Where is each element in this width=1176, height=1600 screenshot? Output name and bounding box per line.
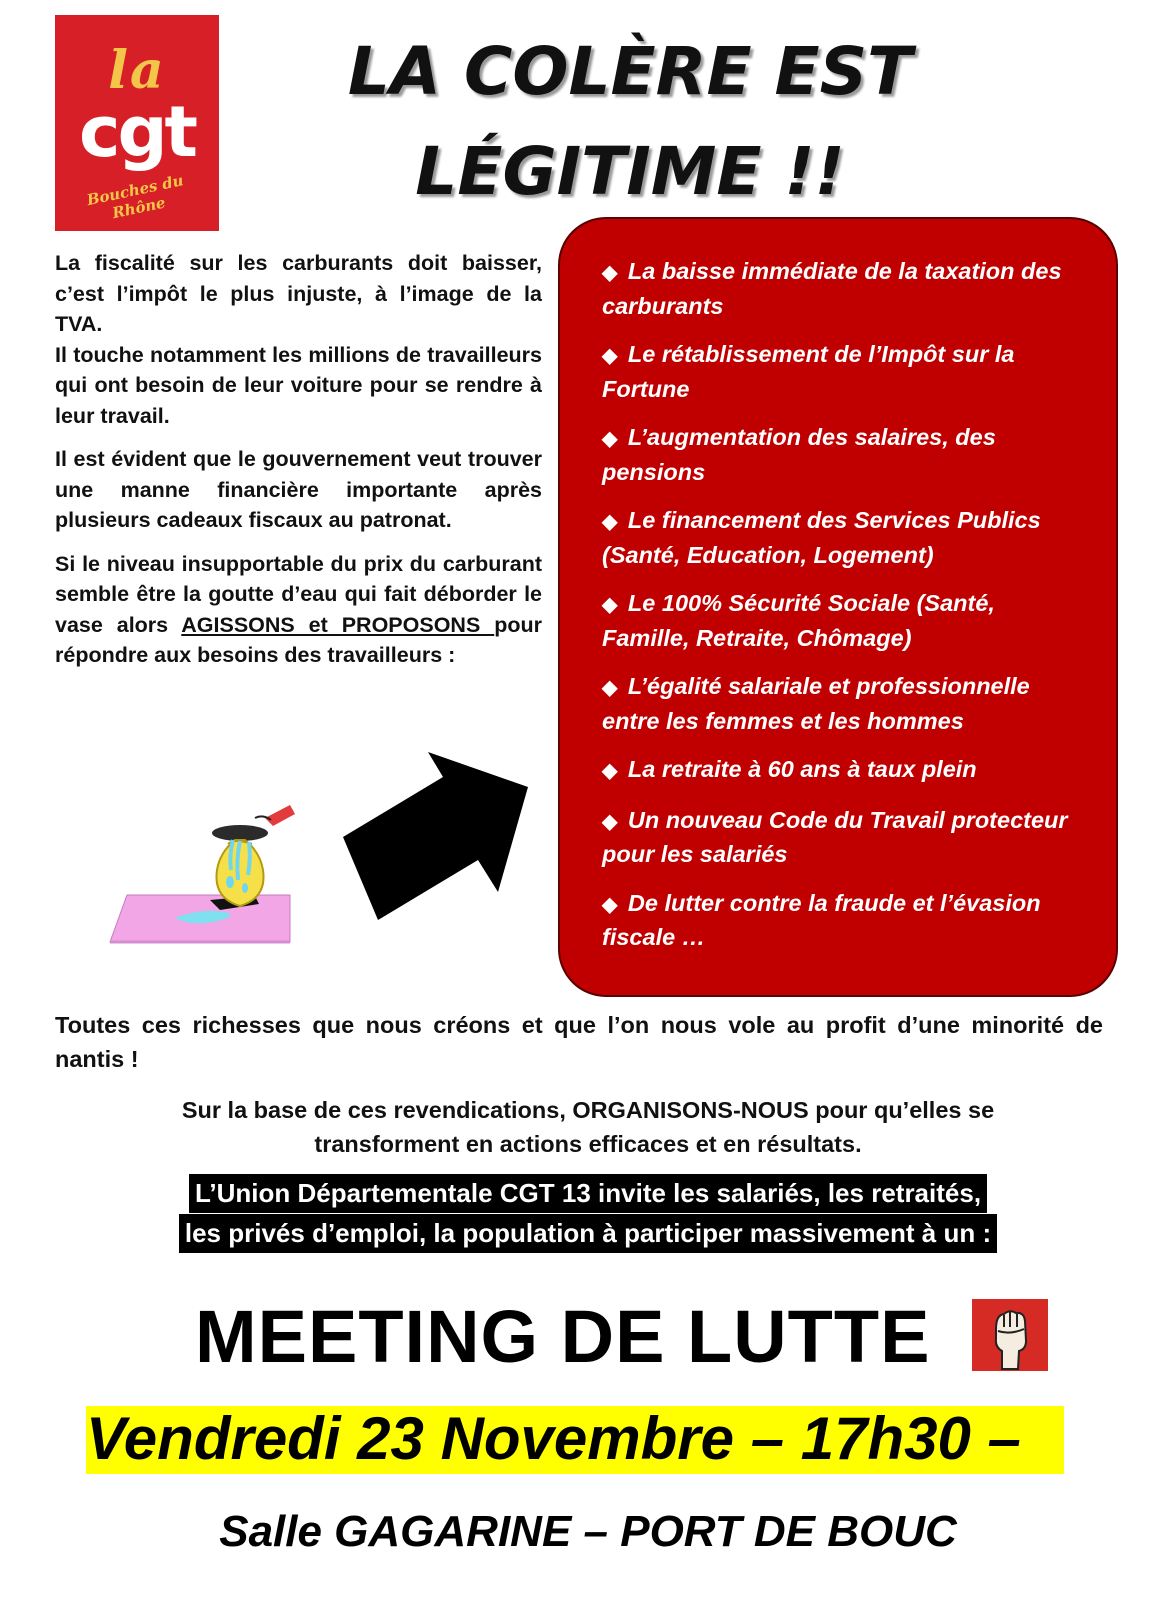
diamond-bullet-icon: ◆ xyxy=(602,893,618,916)
page-title xyxy=(250,22,1010,222)
diamond-bullet-icon: ◆ xyxy=(602,810,618,833)
demands-box xyxy=(558,217,1118,997)
demand-item xyxy=(602,887,1088,954)
demand-text: De lutter contre la fraude et l’évasion fiscale xyxy=(602,889,1041,950)
ellipsis-text: … xyxy=(675,924,706,950)
demand-text: La baisse immédiate de la taxation des carburants xyxy=(602,258,1062,319)
intro-text xyxy=(55,248,542,684)
demand-item xyxy=(602,338,1088,405)
intro-p3-before: Si le niveau insupportable du prix du carburant semble être la goutte d’eau qui fait déborder le vase alors xyxy=(55,551,542,637)
organisons-line-2: transforment en actions efficaces et en résultats. xyxy=(314,1131,862,1157)
demand-item xyxy=(602,753,1088,788)
demand-text: Un nouveau Code du Travail protecteur pour les salariés xyxy=(602,806,1068,867)
organisons-line-1: Sur la base de ces revendications, ORGANISONS-NOUS pour qu’elles se xyxy=(181,1097,995,1123)
diamond-bullet-icon: ◆ xyxy=(602,594,618,616)
demand-text: La retraite à 60 ans à taux plein xyxy=(627,756,977,782)
demand-text: L’augmentation des salaires, des pensions xyxy=(602,424,996,485)
demand-item xyxy=(602,804,1088,871)
organisons-text xyxy=(55,1093,1121,1161)
demand-item xyxy=(602,670,1088,737)
event-venue: Salle GAGARINE – PORT DE BOUC xyxy=(219,1507,957,1556)
title-line-2: LÉGITIME !! xyxy=(415,133,845,210)
title-line-1: LA COLÈRE EST xyxy=(347,33,913,110)
logo-cgt-text: cgt xyxy=(78,91,196,173)
logo-la-text: la xyxy=(108,40,166,101)
richesses-text: Toutes ces richesses que nous créons et que l’on nous vole au profit d’une minorité de nantis ! xyxy=(55,1012,1103,1072)
diamond-bullet-icon: ◆ xyxy=(602,511,618,533)
intro-paragraph-2: Il est évident que le gouvernement veut trouver une manne financière importante après plusieurs cadeaux fiscaux au patronat. xyxy=(55,447,542,532)
diamond-bullet-icon: ◆ xyxy=(602,428,618,450)
invitation-line-2: les privés d’emploi, la population à participer massivement à un : xyxy=(179,1214,997,1253)
meeting-title: MEETING DE LUTTE xyxy=(195,1295,931,1378)
raised-fist-icon xyxy=(972,1299,1048,1371)
logo-region-text: Bouches du Rhône xyxy=(85,171,186,223)
demand-text: Le rétablissement de l’Impôt sur la Fortune xyxy=(602,341,1015,402)
intro-p3-after: pour répondre aux besoins des travailleurs : xyxy=(55,612,542,667)
arrow-right-icon xyxy=(333,742,533,942)
demand-item xyxy=(602,504,1088,571)
demand-text: Le financement des Services Publics (Santé, Education, Logement) xyxy=(602,507,1041,568)
invitation-block xyxy=(0,1174,1176,1254)
demand-item xyxy=(602,421,1088,488)
demand-text: Le 100% Sécurité Sociale (Santé, Famille, Retraite, Chômage) xyxy=(602,590,995,651)
diamond-bullet-icon: ◆ xyxy=(602,262,618,284)
demand-item xyxy=(602,587,1088,654)
intro-paragraph-1 xyxy=(55,248,542,431)
demand-item xyxy=(602,255,1088,322)
diamond-bullet-icon: ◆ xyxy=(602,677,618,699)
diamond-bullet-icon: ◆ xyxy=(602,345,618,367)
demand-text: L’égalité salariale et professionnelle entre les femmes et les hommes xyxy=(602,673,1030,734)
intro-p1-line1: La fiscalité sur les carburants doit baisser, c’est l’impôt le plus injuste, à l’image de la TVA. xyxy=(55,251,542,336)
intro-paragraph-3 xyxy=(55,549,542,671)
invitation-line-1: L’Union Départementale CGT 13 invite les salariés, les retraités, xyxy=(189,1174,987,1213)
overflowing-vase-illustration xyxy=(105,800,295,950)
event-date: Vendredi 23 Novembre – 17h30 – xyxy=(86,1405,1021,1472)
agissons-proposons-text: AGISSONS et PROPOSONS xyxy=(181,612,495,637)
cgt-logo xyxy=(55,15,219,231)
diamond-bullet-icon: ◆ xyxy=(602,760,618,782)
intro-p1-line2: Il touche notamment les millions de travailleurs qui ont besoin de leur voiture pour se rendre à leur travail. xyxy=(55,342,542,428)
